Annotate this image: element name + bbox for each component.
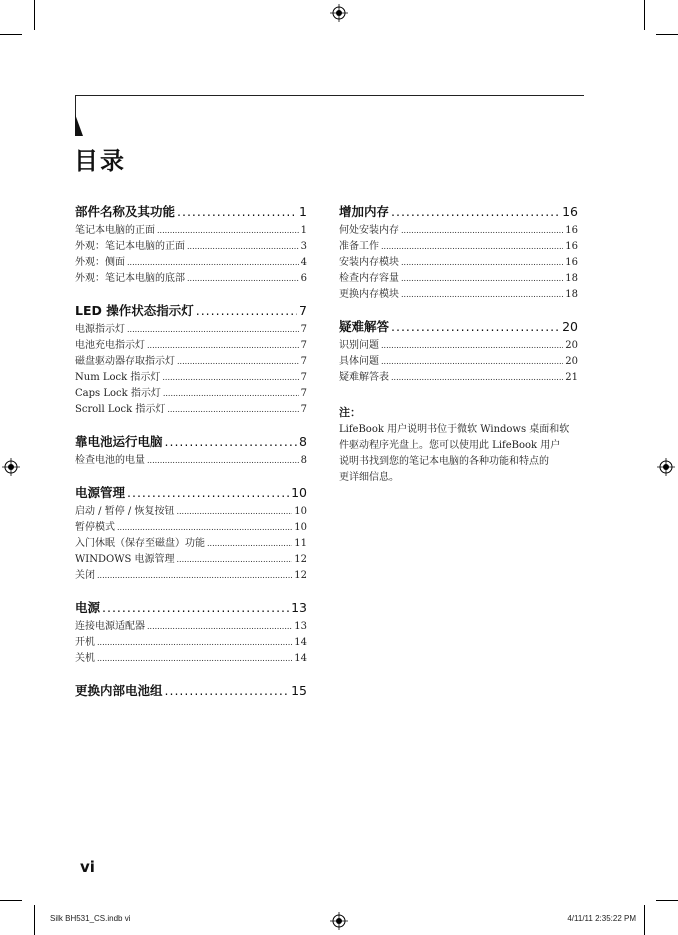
toc-right-column xyxy=(339,202,578,486)
note-heading: 注： xyxy=(339,406,361,419)
leader-dots xyxy=(187,274,299,283)
toc-heading-page: 1 xyxy=(299,204,307,219)
toc-entry-page: 16 xyxy=(565,225,578,236)
leader-dots xyxy=(97,654,292,663)
toc-entry-page: 18 xyxy=(565,273,578,284)
leader-dots xyxy=(391,319,560,334)
registration-mark-icon xyxy=(2,458,20,476)
section-spacer xyxy=(75,582,307,598)
toc-entry[interactable] xyxy=(339,285,578,301)
header-rule xyxy=(75,95,584,96)
toc-section-heading[interactable] xyxy=(75,483,307,502)
toc-heading-page: 7 xyxy=(299,303,307,318)
toc-heading-label: 增加内存 xyxy=(339,204,390,219)
note xyxy=(339,404,578,486)
toc-entry[interactable] xyxy=(75,534,307,550)
toc-entry[interactable] xyxy=(75,633,307,649)
leader-dots xyxy=(207,539,292,548)
toc-entry[interactable] xyxy=(339,336,578,352)
toc-entry-label: 外观：笔记本电脑的正面 xyxy=(75,241,185,252)
toc-heading-label: 靠电池运行电脑 xyxy=(75,434,163,449)
crop-mark-top-right-v xyxy=(644,0,645,30)
leader-dots xyxy=(97,571,292,580)
leader-dots xyxy=(167,405,298,414)
toc-entry[interactable] xyxy=(75,451,307,467)
toc-entry-label: 入门休眠（保存至磁盘）功能 xyxy=(75,538,205,549)
section-spacer xyxy=(339,384,578,400)
toc-entry-label: 具体问题 xyxy=(339,356,379,367)
section-spacer xyxy=(75,700,307,716)
crop-mark-top-right-h xyxy=(656,34,678,35)
toc-entry-page: 11 xyxy=(294,538,307,549)
toc-entry-page: 7 xyxy=(300,388,307,399)
toc-entry-page: 4 xyxy=(300,257,307,268)
toc-section xyxy=(75,681,307,716)
toc-entry-page: 10 xyxy=(294,506,307,517)
toc-entry-label: 检查内存容量 xyxy=(339,273,399,284)
leader-dots xyxy=(391,373,563,382)
toc-entry[interactable] xyxy=(75,269,307,285)
toc-entry-page: 14 xyxy=(294,637,307,648)
toc-entry-page: 16 xyxy=(565,257,578,268)
toc-entry-page: 12 xyxy=(294,554,307,565)
toc-entry-label: 电源指示灯 xyxy=(75,324,125,335)
toc-entry[interactable] xyxy=(75,368,307,384)
toc-entry-page: 13 xyxy=(294,621,307,632)
note-line: 更详细信息。 xyxy=(339,472,399,483)
footer-timestamp: 4/11/11 2:35:22 PM xyxy=(567,914,636,923)
toc-entry-page: 21 xyxy=(565,372,578,383)
leader-dots xyxy=(165,683,290,698)
toc-entry-label: 电池充电指示灯 xyxy=(75,340,145,351)
leader-dots xyxy=(401,258,563,267)
toc-entry-page: 3 xyxy=(300,241,307,252)
toc-entry[interactable] xyxy=(75,253,307,269)
toc-entry[interactable] xyxy=(75,384,307,400)
toc-entry-label: 检查电池的电量 xyxy=(75,455,145,466)
toc-entry[interactable] xyxy=(75,400,307,416)
toc-section xyxy=(75,598,307,681)
toc-entry-label: Caps Lock 指示灯 xyxy=(75,388,161,399)
header-wedge xyxy=(75,114,83,136)
leader-dots xyxy=(196,303,297,318)
toc-entry-label: 疑难解答表 xyxy=(339,372,389,383)
toc-entry[interactable] xyxy=(75,550,307,566)
leader-dots xyxy=(127,325,299,334)
leader-dots xyxy=(177,357,299,366)
leader-dots xyxy=(165,434,298,449)
toc-entry-label: 外观：侧面 xyxy=(75,257,125,268)
toc-entry-page: 7 xyxy=(300,404,307,415)
toc-entry-label: 安装内存模块 xyxy=(339,257,399,268)
toc-entry-page: 14 xyxy=(294,653,307,664)
toc-entry[interactable] xyxy=(339,352,578,368)
toc-entry[interactable] xyxy=(339,253,578,269)
toc-entry[interactable] xyxy=(75,649,307,665)
toc-entry-page: 7 xyxy=(300,340,307,351)
toc-heading-label: 电源 xyxy=(75,600,101,615)
toc-entry-page: 6 xyxy=(300,273,307,284)
toc-entry-label: WINDOWS 电源管理 xyxy=(75,554,175,565)
toc-heading-page: 16 xyxy=(562,204,578,219)
leader-dots xyxy=(147,341,299,350)
note-line: 件驱动程序光盘上。您可以使用此 LifeBook 用户 xyxy=(339,440,561,451)
toc-entry[interactable] xyxy=(75,617,307,633)
toc-entry[interactable] xyxy=(339,368,578,384)
toc-entry[interactable] xyxy=(75,502,307,518)
toc-entry-label: 连接电源适配器 xyxy=(75,621,145,632)
toc-entry-label: Scroll Lock 指示灯 xyxy=(75,404,166,415)
leader-dots xyxy=(117,523,292,532)
section-spacer xyxy=(75,416,307,432)
footer-file: Silk BH531_CS.indb vi xyxy=(50,914,131,923)
toc-entry-label: 磁盘驱动器存取指示灯 xyxy=(75,356,175,367)
section-spacer xyxy=(75,285,307,301)
toc-entry[interactable] xyxy=(75,237,307,253)
toc-heading-page: 8 xyxy=(299,434,307,449)
leader-dots xyxy=(381,341,563,350)
crop-mark-top-left-v xyxy=(34,0,35,30)
toc-entry-page: 7 xyxy=(300,372,307,383)
toc-entry-page: 18 xyxy=(565,289,578,300)
leader-dots xyxy=(177,204,297,219)
toc-entry-label: 启动 / 暂停 / 恢复按钮 xyxy=(75,506,175,517)
registration-mark-icon xyxy=(657,458,675,476)
toc-entry-page: 7 xyxy=(300,324,307,335)
toc-entry[interactable] xyxy=(75,518,307,534)
leader-dots xyxy=(401,274,563,283)
toc-section xyxy=(75,202,307,301)
toc-section-heading[interactable] xyxy=(339,317,578,336)
toc-section-heading[interactable] xyxy=(75,432,307,451)
leader-dots xyxy=(163,389,299,398)
toc-section xyxy=(75,432,307,483)
toc-heading-label: 部件名称及其功能 xyxy=(75,204,176,219)
note-line: LifeBook 用户说明书位于微软 Windows 桌面和软 xyxy=(339,424,570,435)
toc-entry[interactable] xyxy=(339,269,578,285)
note-line: 说明书找到您的笔记本电脑的各种功能和特点的 xyxy=(339,456,549,467)
section-spacer xyxy=(75,665,307,681)
registration-mark-icon xyxy=(330,912,348,930)
leader-dots xyxy=(147,456,299,465)
leader-dots xyxy=(162,373,298,382)
toc-entry-label: 关机 xyxy=(75,653,95,664)
leader-dots xyxy=(401,226,563,235)
toc-entry-page: 12 xyxy=(294,570,307,581)
crop-mark-bottom-left-h xyxy=(0,900,22,901)
toc-heading-page: 13 xyxy=(291,600,307,615)
toc-entry[interactable] xyxy=(75,566,307,582)
toc-section xyxy=(75,301,307,432)
toc-entry-label: 暂停模式 xyxy=(75,522,115,533)
crop-mark-bottom-right-h xyxy=(656,900,678,901)
toc-entry-label: 更换内存模块 xyxy=(339,289,399,300)
toc-section xyxy=(339,202,578,317)
leader-dots xyxy=(391,204,560,219)
toc-section xyxy=(75,483,307,598)
toc-section-heading[interactable] xyxy=(75,598,307,617)
leader-dots xyxy=(102,600,289,615)
toc-entry-label: 何处安装内存 xyxy=(339,225,399,236)
toc-entry[interactable] xyxy=(75,336,307,352)
leader-dots xyxy=(381,242,563,251)
toc-section-heading[interactable] xyxy=(75,202,307,221)
leader-dots xyxy=(157,226,299,235)
toc-entry-page: 20 xyxy=(565,356,578,367)
toc-entry-page: 16 xyxy=(565,241,578,252)
toc-entry-label: 开机 xyxy=(75,637,95,648)
leader-dots xyxy=(147,622,292,631)
toc-entry[interactable] xyxy=(75,352,307,368)
toc-entry-label: 关闭 xyxy=(75,570,95,581)
toc-heading-label: LED 操作状态指示灯 xyxy=(75,303,194,318)
toc-entry[interactable] xyxy=(339,237,578,253)
leader-dots xyxy=(127,485,289,500)
toc-entry-label: 笔记本电脑的正面 xyxy=(75,225,155,236)
toc-entry-label: 外观：笔记本电脑的底部 xyxy=(75,273,185,284)
leader-dots xyxy=(187,242,299,251)
section-spacer xyxy=(75,467,307,483)
leader-dots xyxy=(127,258,299,267)
registration-mark-icon xyxy=(330,4,348,22)
toc-heading-page: 20 xyxy=(562,319,578,334)
toc-entry-page: 20 xyxy=(565,340,578,351)
leader-dots xyxy=(177,555,293,564)
toc-entry-page: 1 xyxy=(300,225,307,236)
toc-entry-page: 10 xyxy=(294,522,307,533)
toc-heading-page: 10 xyxy=(291,485,307,500)
crop-mark-bottom-right-v xyxy=(644,905,645,935)
page-number: vi xyxy=(80,858,95,876)
crop-mark-bottom-left-v xyxy=(34,905,35,935)
toc-entry[interactable] xyxy=(75,320,307,336)
page-title: 目录 xyxy=(74,147,126,175)
leader-dots xyxy=(97,638,292,647)
toc-entry-label: 准备工作 xyxy=(339,241,379,252)
note-body xyxy=(339,422,578,486)
leader-dots xyxy=(381,357,563,366)
toc-heading-page: 15 xyxy=(291,683,307,698)
toc-entry[interactable] xyxy=(75,221,307,237)
toc-section-heading[interactable] xyxy=(75,301,307,320)
toc-entry[interactable] xyxy=(339,221,578,237)
toc-section-heading[interactable] xyxy=(339,202,578,221)
toc-entry-page: 8 xyxy=(300,455,307,466)
toc-entry-label: Num Lock 指示灯 xyxy=(75,372,161,383)
leader-dots xyxy=(401,290,563,299)
crop-mark-top-left-h xyxy=(0,34,22,35)
toc-section-heading[interactable] xyxy=(75,681,307,700)
toc-left-column xyxy=(75,202,307,716)
toc-heading-label: 更换内部电池组 xyxy=(75,683,163,698)
toc-section xyxy=(339,317,578,400)
toc-entry-label: 识别问题 xyxy=(339,340,379,351)
section-spacer xyxy=(339,301,578,317)
toc-heading-label: 电源管理 xyxy=(75,485,126,500)
toc-entry-page: 7 xyxy=(300,356,307,367)
leader-dots xyxy=(176,507,292,516)
toc-heading-label: 疑难解答 xyxy=(339,319,390,334)
